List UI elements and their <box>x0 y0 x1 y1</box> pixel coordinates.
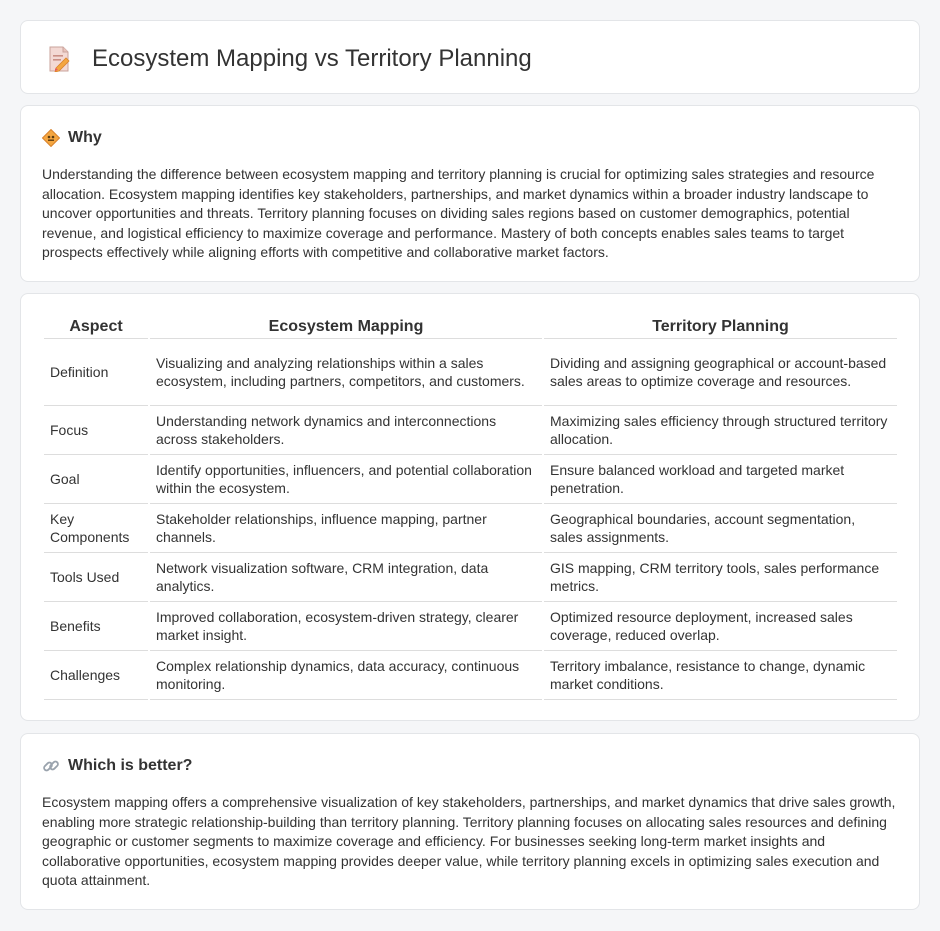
header-ecosystem-mapping: Ecosystem Mapping <box>150 315 542 339</box>
better-heading: Which is better? <box>68 757 193 774</box>
link-icon <box>42 757 60 775</box>
why-section <box>20 105 920 282</box>
table-row <box>44 602 897 651</box>
ecosystem-cell: Improved collaboration, ecosystem-driven strategy, clearer market insight. <box>150 602 542 651</box>
aspect-cell: Focus <box>44 406 148 455</box>
ecosystem-cell: Visualizing and analyzing relationships within a sales ecosystem, including partners, competitors, and customers. <box>150 339 542 406</box>
why-body: Understanding the difference between ecosystem mapping and territory planning is crucial for optimizing sales strategies and resource allocation. Ecosystem mapping identifies key stakeholders, partnerships, and market dynamics within a broader industry landscape to uncover opportunities and threats. Territory planning focuses on dividing sales regions based on customer demographics, potential revenue, and logistical efficiency to maximize coverage and performance. Mastery of both concepts enables sales teams to target prospects effectively while aligning efforts with competitive and collaborative market factors. <box>42 166 875 261</box>
ecosystem-cell: Stakeholder relationships, influence mapping, partner channels. <box>150 504 542 553</box>
header-aspect: Aspect <box>44 315 148 339</box>
ecosystem-cell: Complex relationship dynamics, data accuracy, continuous monitoring. <box>150 651 542 700</box>
table-header-row <box>44 315 897 339</box>
which-is-better-section <box>20 733 920 910</box>
ecosystem-cell: Network visualization software, CRM integration, data analytics. <box>150 553 542 602</box>
page-title: Ecosystem Mapping vs Territory Planning <box>92 45 532 72</box>
aspect-cell: Definition <box>44 339 148 406</box>
ecosystem-cell: Understanding network dynamics and interconnections across stakeholders. <box>150 406 542 455</box>
header-territory-planning: Territory Planning <box>544 315 897 339</box>
comparison-table-card <box>20 293 920 721</box>
territory-cell: Geographical boundaries, account segmentation, sales assignments. <box>544 504 897 553</box>
aspect-cell: Benefits <box>44 602 148 651</box>
territory-cell: Optimized resource deployment, increased sales coverage, reduced overlap. <box>544 602 897 651</box>
why-heading: Why <box>68 129 102 146</box>
aspect-cell: Goal <box>44 455 148 504</box>
territory-cell: Maximizing sales efficiency through structured territory allocation. <box>544 406 897 455</box>
table-row <box>44 553 897 602</box>
table-row <box>44 339 897 406</box>
territory-cell: Dividing and assigning geographical or account-based sales areas to optimize coverage and resources. <box>544 339 897 406</box>
table-row <box>44 504 897 553</box>
aspect-cell: Tools Used <box>44 553 148 602</box>
ecosystem-cell: Identify opportunities, influencers, and potential collaboration within the ecosystem. <box>150 455 542 504</box>
table-row <box>44 406 897 455</box>
territory-cell: Ensure balanced workload and targeted market penetration. <box>544 455 897 504</box>
table-row <box>44 455 897 504</box>
comparison-table <box>42 315 899 700</box>
document-pencil-icon <box>47 46 71 72</box>
road-sign-icon <box>42 129 60 147</box>
territory-cell: GIS mapping, CRM territory tools, sales performance metrics. <box>544 553 897 602</box>
aspect-cell: Challenges <box>44 651 148 700</box>
title-card <box>20 20 920 94</box>
territory-cell: Territory imbalance, resistance to change, dynamic market conditions. <box>544 651 897 700</box>
table-row <box>44 651 897 700</box>
better-body: Ecosystem mapping offers a comprehensive visualization of key stakeholders, partnerships, and market dynamics that drive sales growth, enabling more strategic relationship-building than territory planning. Territory planning focuses on allocating sales resources and defining geographic or customer segments to maximize coverage and efficiency. For businesses seeking long-term market insights and collaborative opportunities, ecosystem mapping provides deeper value, while territory planning excels in optimizing sales execution and quota attainment. <box>42 794 896 889</box>
aspect-cell: Key Components <box>44 504 148 553</box>
